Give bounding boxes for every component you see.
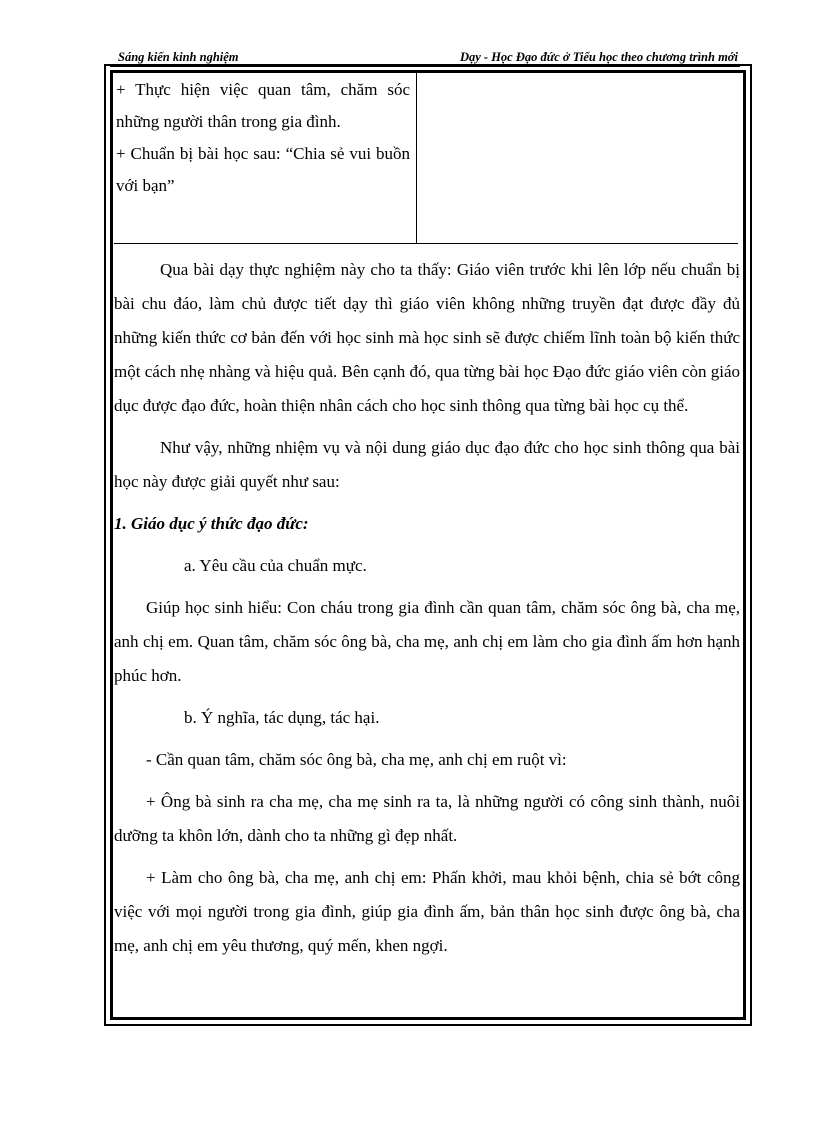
paragraph-reason-2: + Làm cho ông bà, cha mẹ, anh chị em: Phấn khởi, mau khỏi bệnh, chia sẻ bớt công việc với mọi người trong gia đình, giúp gia đình ấm, bản thân học sinh được ông bà, cha mẹ, anh chị em yêu thương, quý mến, khen ngợi. (114, 868, 740, 955)
table-line-activity: + Thực hiện việc quan tâm, chăm sóc những người thân trong gia đình. (116, 80, 410, 131)
table-bottom-rule (114, 243, 738, 244)
header-right-title: Dạy - Học Đạo đức ở Tiểu học theo chương trình mới (459, 50, 738, 64)
paragraph-reason-intro: - Cần quan tâm, chăm sóc ông bà, cha mẹ, anh chị em ruột vì: (146, 750, 567, 769)
table-column-divider (416, 73, 417, 244)
table-left-cell (116, 74, 410, 202)
table-line-prepare: + Chuẩn bị bài học sau: “Chia sẻ vui buồn với bạn” (116, 144, 410, 195)
document-body (114, 253, 740, 963)
subheading-b: b. Ý nghĩa, tác dụng, tác hại. (184, 708, 380, 727)
subheading-a: a. Yêu cầu của chuẩn mực. (184, 556, 367, 575)
paragraph-requirement: Giúp học sinh hiểu: Con cháu trong gia đình cần quan tâm, chăm sóc ông bà, cha mẹ, anh chị em. Quan tâm, chăm sóc ông bà, cha mẹ, anh chị em làm cho gia đình ấm hơn hạnh phúc hơn. (114, 598, 740, 685)
paragraph-summary: Như vậy, những nhiệm vụ và nội dung giáo dục đạo đức cho học sinh thông qua bài học này được giải quyết như sau: (114, 438, 740, 491)
section-heading-1: 1. Giáo dục ý thức đạo đức: (114, 514, 309, 533)
header-left-title: Sáng kiến kinh nghiệm (118, 50, 239, 64)
paragraph-conclusion: Qua bài dạy thực nghiệm này cho ta thấy: Giáo viên trước khi lên lớp nếu chuẩn bị bài chu đáo, làm chủ được tiết dạy thì giáo viên không những truyền đạt được đầy đủ những kiến thức cơ bản đến với học sinh mà học sinh sẽ được chiếm lĩnh toàn bộ kiến thức một cách nhẹ nhàng và hiệu quả. Bên cạnh đó, qua từng bài học Đạo đức giáo viên còn giáo dục được đạo đức, hoàn thiện nhân cách cho học sinh thông qua từng bài học cụ thể. (114, 260, 740, 415)
paragraph-reason-1: + Ông bà sinh ra cha mẹ, cha mẹ sinh ra ta, là những người có công sinh thành, nuôi dưỡng ta khôn lớn, dành cho ta những gì đẹp nhất. (114, 792, 740, 845)
